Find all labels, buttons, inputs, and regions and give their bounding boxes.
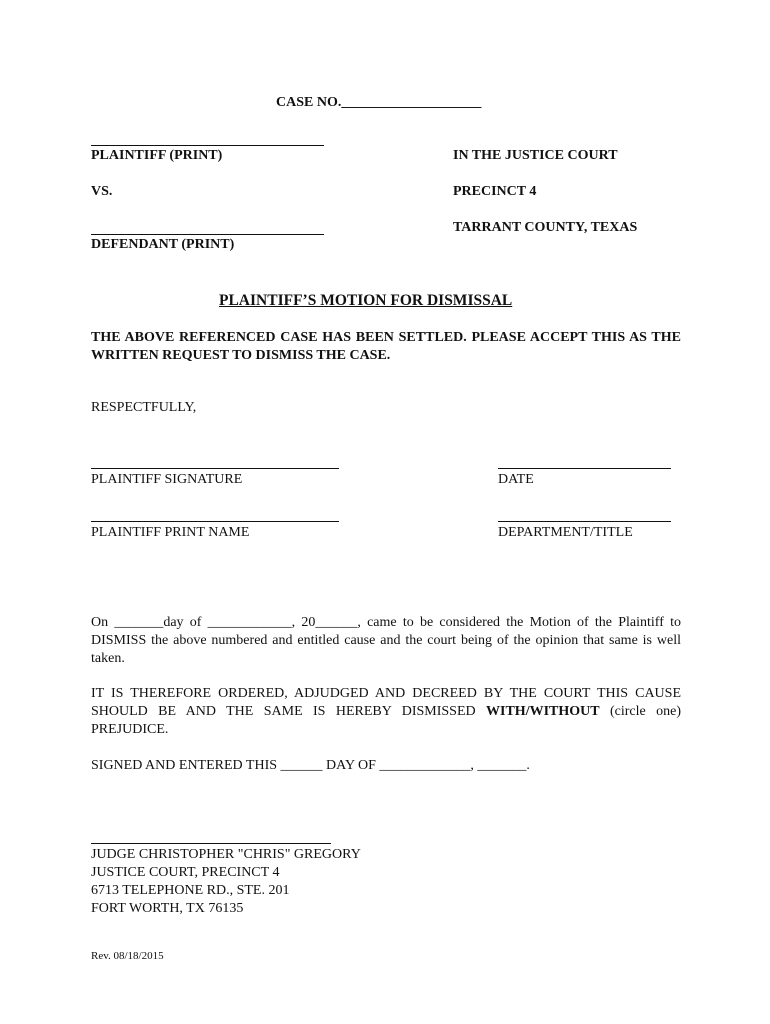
with-without-option: WITH/WITHOUT: [486, 704, 600, 719]
department-title-label: DEPARTMENT/TITLE: [498, 525, 633, 540]
judge-court: JUSTICE COURT, PRECINCT 4: [91, 865, 280, 880]
plaintiff-print-name-line: [91, 521, 339, 522]
plaintiff-signature-line: [91, 468, 339, 469]
versus-label: VS.: [91, 184, 113, 199]
plaintiff-label: PLAINTIFF (PRINT): [91, 148, 223, 163]
order-paragraph-1: On _______day of ____________, 20______, came to be considered the Motion of the Plaintiff to DISMISS the above numbered and entitled cause and the court being of the opinion that same is well taken.: [91, 615, 681, 666]
motion-title: PLAINTIFF’S MOTION FOR DISMISSAL: [219, 292, 513, 309]
motion-body: THE ABOVE REFERENCED CASE HAS BEEN SETTLED. PLEASE ACCEPT THIS AS THE WRITTEN REQUEST TO DISMISS THE CASE.: [91, 330, 681, 363]
plaintiff-print-name-label: PLAINTIFF PRINT NAME: [91, 525, 250, 540]
order-paragraph-2-end: (circle one) PREJUDICE.: [91, 704, 682, 737]
date-label: DATE: [498, 472, 534, 487]
plaintiff-name-line: [91, 145, 324, 146]
judge-signature-line: [91, 843, 331, 844]
order-paragraph-2-start: IT IS THEREFORE ORDERED, ADJUDGED AND DECREED BY THE COURT THIS CAUSE SHOULD BE AND THE SAME IS HEREBY DISMISSED: [91, 686, 681, 719]
case-number: CASE NO.____________________: [276, 95, 482, 110]
defendant-label: DEFENDANT (PRINT): [91, 237, 235, 252]
plaintiff-signature-label: PLAINTIFF SIGNATURE: [91, 472, 243, 487]
date-line: [498, 468, 671, 469]
judge-name: JUDGE CHRISTOPHER "CHRIS" GREGORY: [91, 847, 361, 862]
signed-entered-line: SIGNED AND ENTERED THIS ______ DAY OF _____________, _______.: [91, 758, 530, 773]
judge-city: FORT WORTH, TX 76135: [91, 901, 244, 916]
judge-address: 6713 TELEPHONE RD., STE. 201: [91, 883, 290, 898]
defendant-name-line: [91, 234, 324, 235]
county-label: TARRANT COUNTY, TEXAS: [453, 220, 638, 235]
precinct-label: PRECINCT 4: [453, 184, 537, 199]
closing-text: RESPECTFULLY,: [91, 400, 197, 415]
order-paragraph-2: [91, 685, 681, 739]
department-title-line: [498, 521, 671, 522]
court-name: IN THE JUSTICE COURT: [453, 148, 618, 163]
revision-date: Rev. 08/18/2015: [91, 950, 164, 962]
